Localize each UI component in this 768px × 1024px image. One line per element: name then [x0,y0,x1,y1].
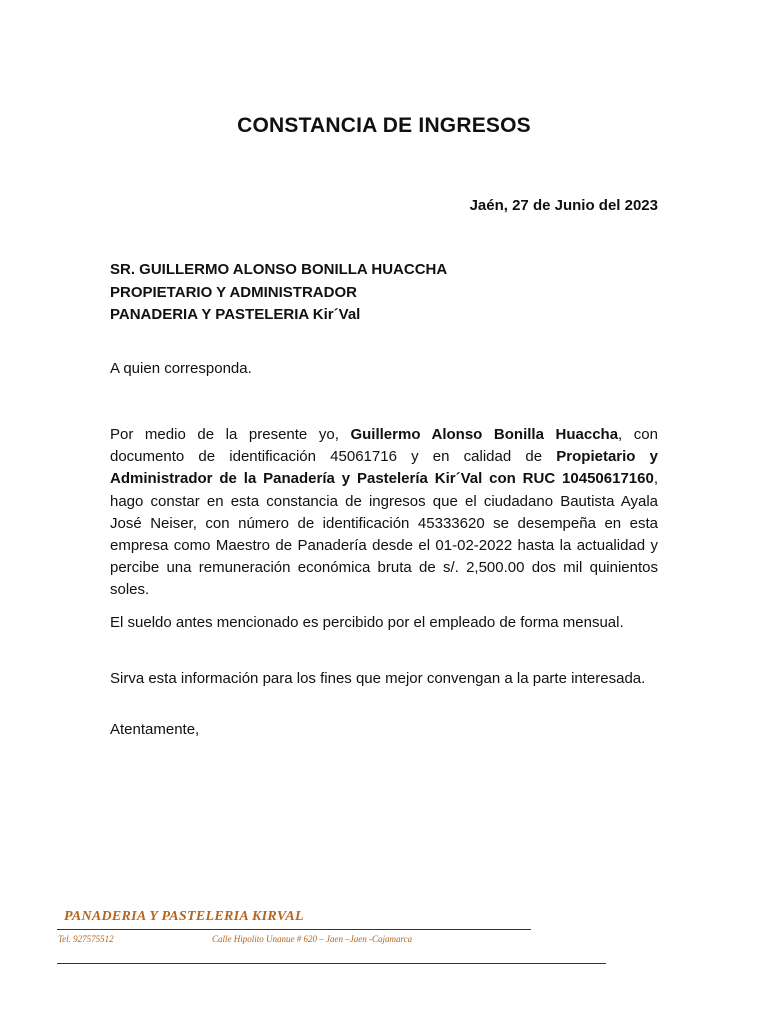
footer-company: PANADERIA Y PASTELERIA KIRVAL [64,909,304,924]
footer-divider-top [57,929,531,930]
footer-address: Calle Hipolito Unanue # 620 – Jaen –Jaen -Cajamarca [212,934,413,944]
document-date: Jaén, 27 de Junio del 2023 [469,197,658,214]
document-title: CONSTANCIA DE INGRESOS [237,114,531,137]
addressee-block [110,259,447,327]
footer-phone: Tel. 927575512 [58,934,114,944]
salutation: A quien corresponda. [110,360,252,377]
salary-paragraph: El sueldo antes mencionado es percibido por el empleado de forma mensual. [110,614,624,631]
footer-divider-bottom [57,963,606,964]
body-text-1: Por medio de la presente yo, [110,426,351,443]
addressee-company: PANADERIA Y PASTELERIA Kir´Val [110,306,361,323]
body-text-3: , hago constar en esta constancia de ingresos que el ciudadano Bautista Ayala José Neiser, con número de identificación 45333620 se desempeña en esta empresa como Maestro de Panadería desde el 01-02-2022 hasta la actualidad y percibe una remuneración económica bruta de s/. 2,500.00 dos mil quinientos soles. [110,470,658,599]
addressee-role: PROPIETARIO Y ADMINISTRADOR [110,283,357,301]
body-paragraph [110,424,658,602]
body-bold-name: Guillermo Alonso Bonilla Huaccha [350,426,619,443]
purpose-paragraph: Sirva esta información para los fines que mejor convengan a la parte interesada. [110,670,646,687]
body-text-2: , con documento de identificación 45061716 y en calidad de [110,426,658,466]
closing: Atentamente, [110,721,200,738]
addressee-name: SR. GUILLERMO ALONSO BONILLA HUACCHA [110,261,448,278]
body-bold-role: Propietario y Administrador de la Panadería y Pastelería Kir´Val con RUC 10450617160 [110,448,658,488]
